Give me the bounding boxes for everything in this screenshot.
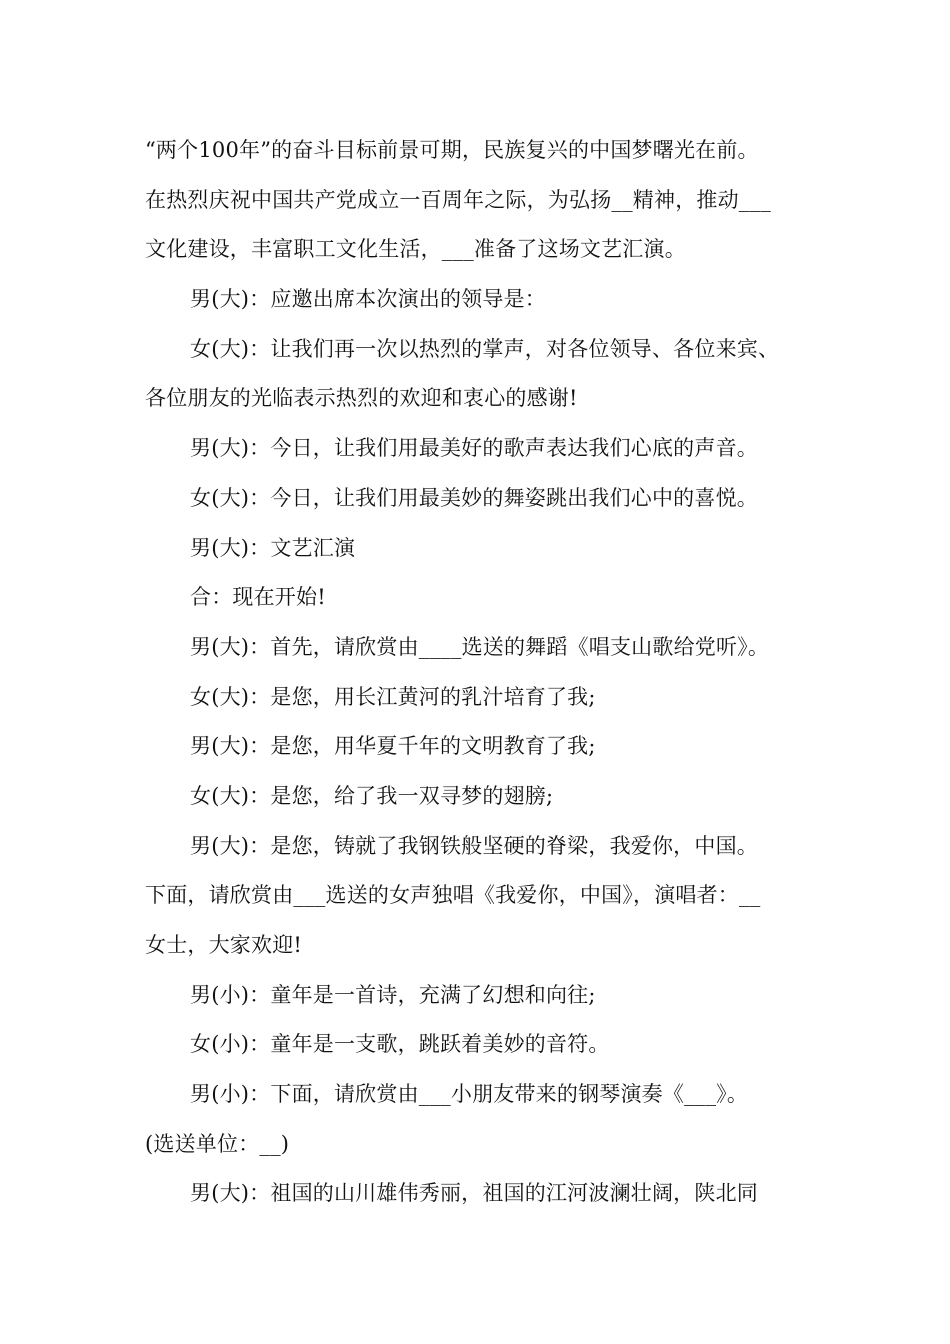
dialogue-line: 男(大)：祖国的山川雄伟秀丽，祖国的江河波澜壮阔，陕北同 xyxy=(190,1181,758,1206)
dialogue-line: 合：现在开始! xyxy=(190,585,326,610)
text-line: 女士，大家欢迎! xyxy=(145,933,303,957)
dialogue-line: 女(大)：今日，让我们用最美妙的舞姿跳出我们心中的喜悦。 xyxy=(190,485,758,510)
text-line: 在热烈庆祝中国共产党成立一百周年之际，为弘扬__精神，推动___ xyxy=(145,187,771,212)
document-body xyxy=(145,126,810,1219)
dialogue-line: 女(大)：是您，给了我一双寻梦的翅膀; xyxy=(190,783,554,808)
dialogue-line: 女(小)：童年是一支歌，跳跃着美妙的音符。 xyxy=(190,1032,610,1057)
dialogue-line: 女(大)：是您，用长江黄河的乳汁培育了我; xyxy=(190,684,596,709)
text-line: 文化建设，丰富职工文化生活，___准备了这场文艺汇演。 xyxy=(145,237,686,262)
text-line: 各位朋友的光临表示热烈的欢迎和衷心的感谢! xyxy=(145,386,578,411)
text-line: “两个100年”的奋斗目标前景可期，民族复兴的中国梦曙光在前。 xyxy=(145,138,759,162)
dialogue-line: 男(大)：应邀出席本次演出的领导是： xyxy=(190,287,546,312)
text-line: (选送单位：__) xyxy=(145,1131,290,1156)
dialogue-line: 男(小)：下面，请欣赏由___小朋友带来的钢琴演奏《___》。 xyxy=(190,1082,749,1107)
dialogue-line: 男(大)：今日，让我们用最美好的歌声表达我们心底的声音。 xyxy=(190,436,758,461)
dialogue-line: 男(大)：是您，用华夏千年的文明教育了我; xyxy=(190,734,596,759)
text-line: 下面，请欣赏由___选送的女声独唱《我爱你，中国》，演唱者：__ xyxy=(145,883,761,908)
dialogue-line: 男(小)：童年是一首诗，充满了幻想和向往; xyxy=(190,982,596,1007)
dialogue-line: 男(大)：是您，铸就了我钢铁般坚硬的脊梁，我爱你，中国。 xyxy=(190,833,758,858)
dialogue-line: 男(大)：首先，请欣赏由____选送的舞蹈《唱支山歌给党听》。 xyxy=(190,634,770,659)
dialogue-line: 女(大)：让我们再一次以热烈的掌声，对各位领导、各位来宾、 xyxy=(190,336,780,361)
dialogue-line: 男(大)：文艺汇演 xyxy=(190,535,356,560)
